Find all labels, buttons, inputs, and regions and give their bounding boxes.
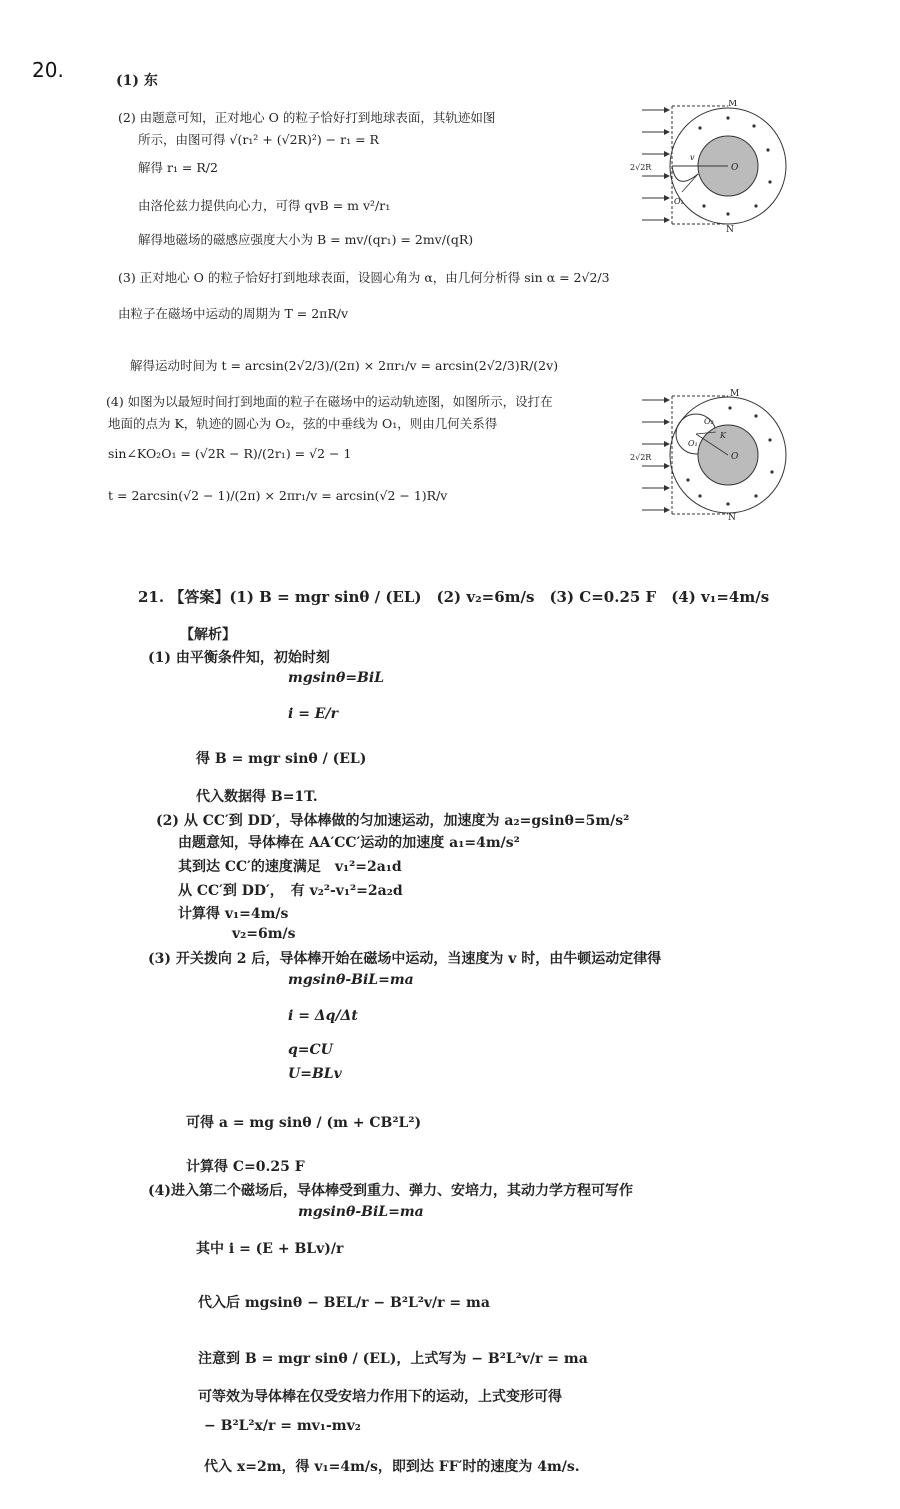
q21-line-2: mgsinθ=BiL	[288, 670, 385, 686]
q21-line-24: 可等效为导体棒在仅受安培力作用下的运动，上式变形可得	[198, 1389, 562, 1405]
fig1-label-m: M	[728, 100, 738, 109]
q21-line-4: 得 B = mgr sinθ / (EL)	[196, 751, 367, 767]
q21-line-15: q=CU	[288, 1042, 333, 1058]
q21-line-14: i = Δq/Δt	[288, 1008, 358, 1024]
q20-p2-line5: 解得地磁场的磁感应强度大小为 B = mv/(qr₁) = 2mv/(qR)	[138, 232, 474, 247]
fig2-label-k: K	[720, 431, 726, 440]
q21-analysis-title: 【解析】	[180, 627, 236, 643]
q21-line-13: mgsinθ-BiL=ma	[288, 972, 414, 988]
q20-p4-line2: 地面的点为 K，轨迹的圆心为 O₂，弦的中垂线为 O₁，则由几何关系得	[108, 416, 498, 431]
q20-p3-line3: 解得运动时间为 t = arcsin(2√2/3)/(2π) × 2πr₁/v = arcsin(2√2/3)R/(2v)	[130, 358, 559, 373]
q20-p2-line3: 解得 r₁ = R/2	[138, 160, 218, 175]
q21-line-1: (1) 由平衡条件知，初始时刻	[148, 650, 330, 666]
fig1-label-v: v	[690, 153, 695, 162]
q21-line-23: 注意到 B = mgr sinθ / (EL)，上式写为 − B²L²v/r = ma	[198, 1351, 588, 1367]
fig2-label-o: O	[731, 452, 739, 462]
earth-magnetic-field-figure-2	[628, 388, 800, 520]
q21-line-12: (3) 开关拨向 2 后，导体棒开始在磁场中运动，当速度为 v 时，由牛顿运动定律得	[148, 951, 662, 967]
q21-line-6: (2) 从 CC′到 DD′，导体棒做的匀加速运动，加速度为 a₂=gsinθ=5m/s²	[156, 813, 630, 829]
q21-line-26: 代入 x=2m，得 v₁=4m/s，即到达 FF′时的速度为 4m/s.	[204, 1459, 580, 1475]
q20-p3-line2: 由粒子在磁场中运动的周期为 T = 2πR/v	[118, 306, 349, 321]
q21-line-20: mgsinθ-BiL=ma	[298, 1204, 424, 1220]
fig2-label-o1: O₁	[688, 439, 698, 448]
fig2-label-m: M	[730, 389, 740, 399]
fig2-label-width: 2√2R	[630, 453, 652, 462]
q20-p4-line3: sin∠KO₂O₁ = (√2R − R)/(2r₁) = √2 − 1	[108, 446, 352, 461]
q20-p2-line2: 所示，由图可得 √(r₁² + (√2R)²) − r₁ = R	[138, 132, 379, 147]
fig1-label-width: 2√2R	[630, 163, 652, 172]
q21-line-8: 其到达 CC′的速度满足 v₁²=2a₁d	[178, 859, 402, 875]
fig1-label-o1: O₁	[674, 197, 684, 206]
q21-line-22: 代入后 mgsinθ − BEL/r − B²L²v/r = ma	[198, 1295, 490, 1311]
q20-p3-line1: (3) 正对地心 O 的粒子恰好打到地球表面，设圆心角为 α，由几何分析得 sin α = 2√2/3	[118, 270, 610, 285]
question-number-20: 20.	[32, 58, 64, 82]
q21-line-5: 代入数据得 B=1T.	[196, 789, 318, 805]
q21-line-16: U=BLv	[288, 1066, 342, 1082]
fig1-label-o: O	[731, 163, 739, 173]
q21-line-9: 从 CC′到 DD′， 有 v₂²-v₁²=2a₂d	[178, 883, 403, 899]
q20-p2-line1: (2) 由题意可知，正对地心 O 的粒子恰好打到地球表面，其轨迹如图	[118, 110, 496, 125]
q21-line-21: 其中 i = (E + BLv)/r	[196, 1241, 344, 1257]
q21-line-17: 可得 a = mg sinθ / (m + CB²L²)	[186, 1115, 422, 1131]
q21-line-10: 计算得 v₁=4m/s	[178, 906, 289, 922]
q21-answer-line: 21. 【答案】(1) B = mgr sinθ / (EL) (2) v₂=6m/s (3) C=0.25 F (4) v₁=4m/s	[138, 588, 770, 606]
q21-line-25: − B²L²x/r = mv₁-mv₂	[204, 1418, 361, 1434]
q20-part1: (1) 东	[116, 73, 158, 89]
q21-line-3: i = E/r	[288, 706, 338, 722]
fig2-label-n: N	[728, 513, 736, 520]
fig1-label-n: N	[726, 225, 734, 232]
q20-p2-line4: 由洛伦兹力提供向心力，可得 qvB = m v²/r₁	[138, 198, 391, 213]
q21-line-18: 计算得 C=0.25 F	[186, 1159, 305, 1175]
q21-line-19: (4)进入第二个磁场后，导体棒受到重力、弹力、安培力，其动力学方程可写作	[148, 1183, 633, 1199]
earth-magnetic-field-figure-1	[628, 100, 800, 232]
q20-p4-line4: t = 2arcsin(√2 − 1)/(2π) × 2πr₁/v = arcsin(√2 − 1)R/v	[108, 488, 448, 503]
q20-p4-line1: (4) 如图为以最短时间打到地面的粒子在磁场中的运动轨迹图，如图所示，设打在	[106, 394, 553, 409]
q21-line-11: v₂=6m/s	[232, 926, 296, 942]
fig2-label-o2: O₂	[704, 417, 714, 426]
q21-line-7: 由题意知，导体棒在 AA′CC′运动的加速度 a₁=4m/s²	[178, 835, 520, 851]
